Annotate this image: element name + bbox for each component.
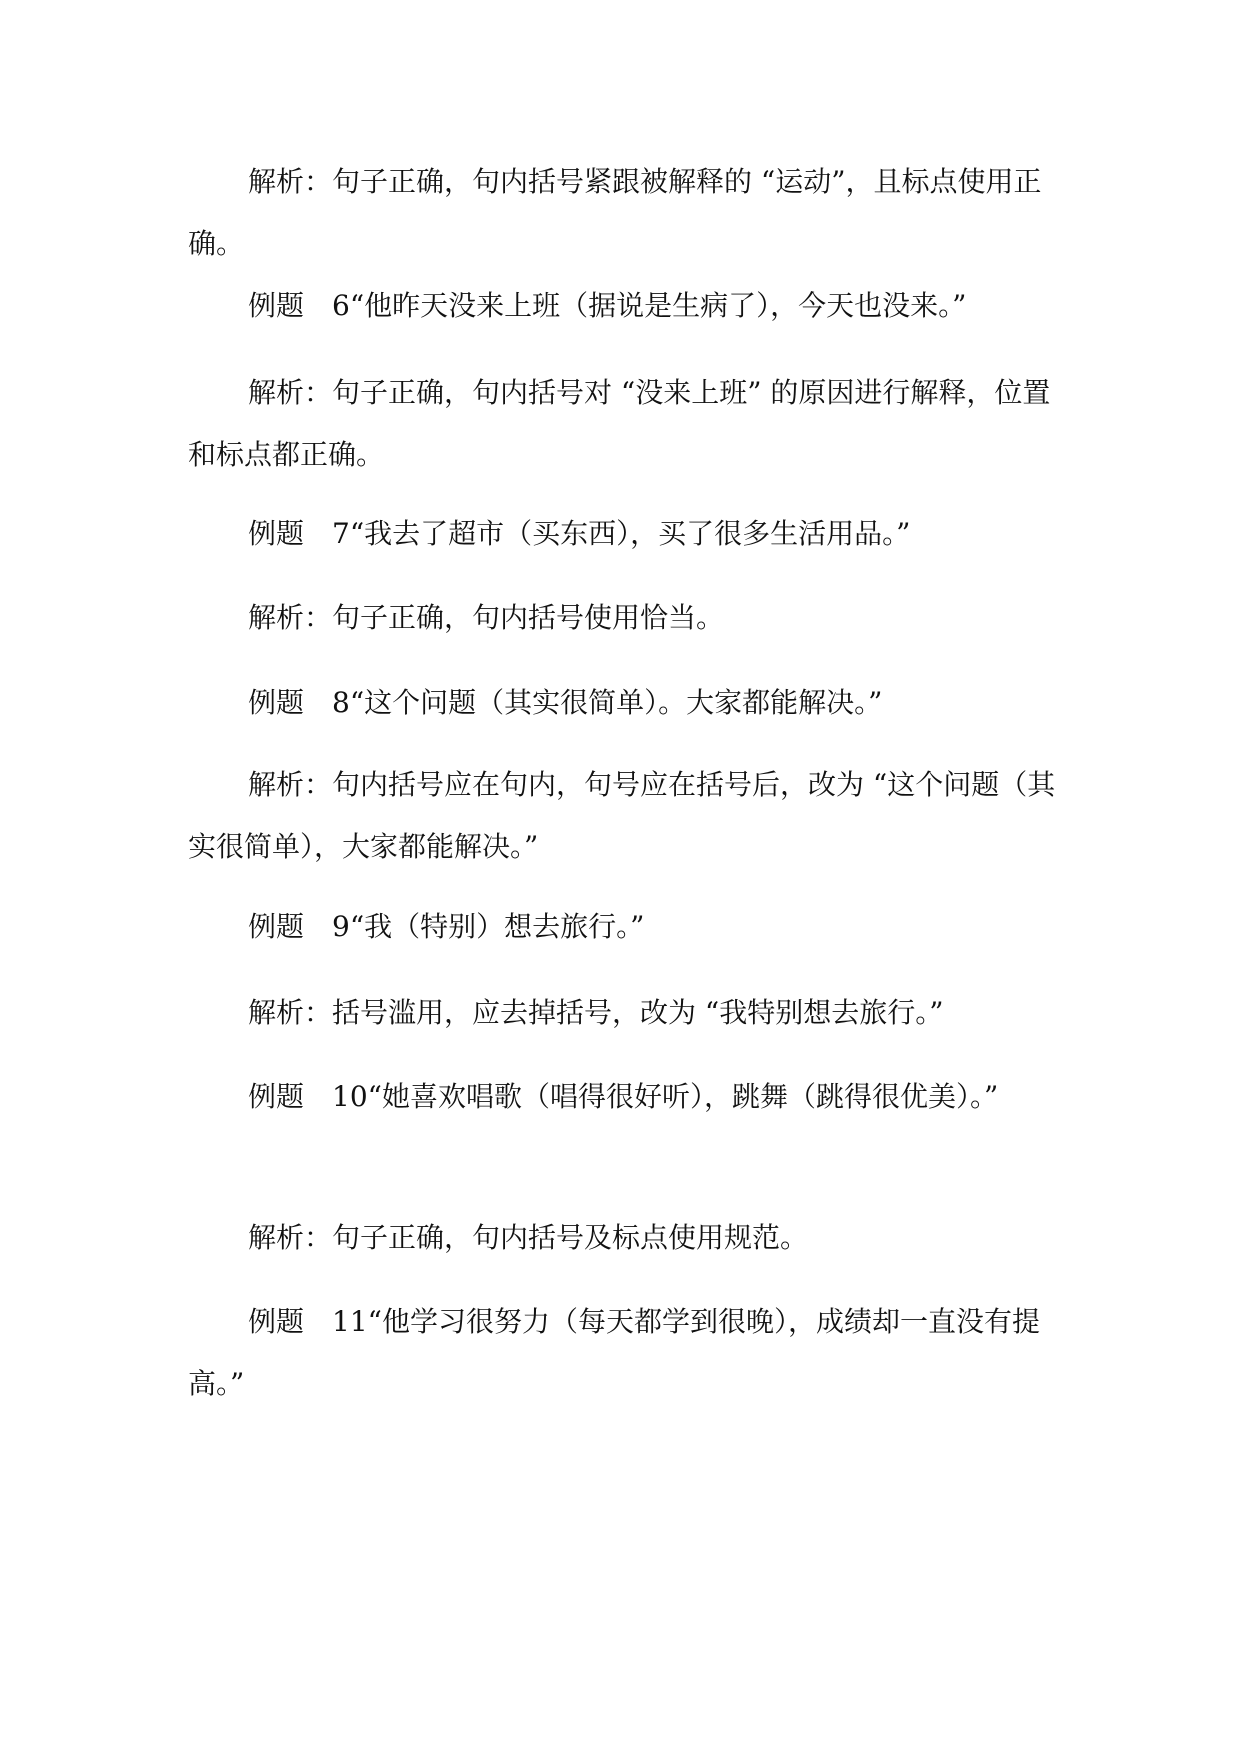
analysis-paragraph: 解析：句子正确，句内括号紧跟被解释的 “运动”，且标点使用正确。 — [188, 165, 1042, 260]
example-paragraph-10: 例题 10“她喜欢唱歌（唱得很好听），跳舞（跳得很优美）。” — [248, 1080, 999, 1113]
analysis-paragraph: 解析：句子正确，句内括号及标点使用规范。 — [248, 1221, 809, 1254]
example-paragraph-8: 例题 8“这个问题（其实很简单）。大家都能解决。” — [248, 686, 883, 719]
example-paragraph-7: 例题 7“我去了超市（买东西），买了很多生活用品。” — [248, 517, 911, 550]
analysis-paragraph: 解析：括号滥用，应去掉括号，改为 “我特别想去旅行。” — [248, 996, 944, 1029]
example-paragraph-11: 例题 11“他学习很努力（每天都学到很晚），成绩却一直没有提高。” — [188, 1305, 1040, 1400]
analysis-paragraph: 解析：句内括号应在句内，句号应在括号后，改为 “这个问题（其实很简单），大家都能解决。” — [188, 768, 1056, 863]
example-paragraph-6: 例题 6“他昨天没来上班（据说是生病了），今天也没来。” — [248, 289, 967, 322]
example-paragraph-9: 例题 9“我（特别）想去旅行。” — [248, 910, 645, 943]
analysis-paragraph: 解析：句子正确，句内括号使用恰当。 — [248, 601, 725, 634]
analysis-paragraph: 解析：句子正确，句内括号对 “没来上班” 的原因进行解释，位置和标点都正确。 — [188, 376, 1051, 471]
